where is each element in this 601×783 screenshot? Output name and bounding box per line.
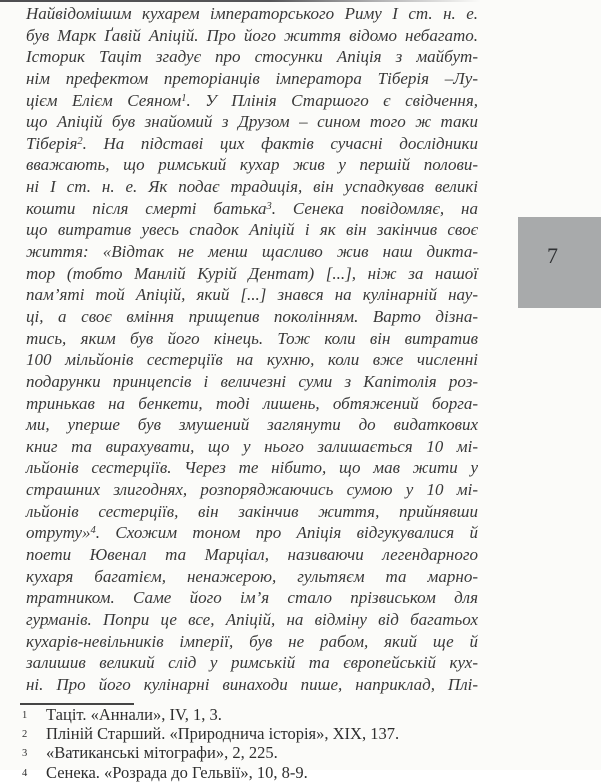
body-line: ми, уперше був змушений заглянути до видаткових — [26, 415, 478, 435]
body-line: 100 мільйонів сестерціїв на кухню, коли вже численні — [26, 350, 478, 370]
body-line: подарунки принцепсів і величезні суми з Капітолія роз- — [26, 371, 478, 391]
body-line: отруту»$^4$. Схожим тоном про Апіція відгукувалися й — [26, 523, 478, 543]
footnote-text: Таціт. «Аннали», IV, 1, 3. — [46, 705, 222, 724]
footnote-text: Пліній Старший. «Природнича історія», XIX, 137. — [46, 724, 400, 744]
footnote-reference: 2 — [77, 135, 83, 147]
body-line: ці, а своє вміння прищепив поколінням. Варто дізна- — [26, 306, 478, 326]
footnote — [20, 743, 582, 762]
footnote — [20, 705, 582, 724]
body-line: льйонів сестерціїв. Через те нібито, що мав жити у — [26, 458, 478, 478]
body-line: життя: «Відтак не менш щасливо жив наш дикта- — [26, 242, 478, 262]
body-line: тратником. Саме його ім’я стало прізвиськом для — [26, 588, 478, 608]
footnote-text: «Ватиканські мітографи», 2, 225. — [46, 743, 278, 763]
body-line: книг та вирахувати, що у нього залишається 10 мі- — [26, 436, 478, 456]
body-text — [26, 3, 478, 696]
page-number-tab — [518, 217, 601, 308]
body-line: страшних злигоднях, розпоряджаючись сумою у 10 мі- — [26, 480, 478, 500]
footnote-marker: 4 — [22, 767, 28, 779]
footnote — [20, 763, 582, 782]
footnote — [20, 724, 582, 743]
footnotes — [20, 705, 582, 782]
body-line: ні I ст. н. е. Як подає традиція, він успадкував великі — [26, 177, 478, 197]
footnote-marker: 3 — [22, 748, 28, 760]
body-line: що Апіцій був знайомий з Друзом – сином того ж таки — [26, 112, 478, 132]
footnote-reference: 3 — [266, 200, 272, 212]
body-line: тись, яким був його кінець. Тож коли він витратив — [26, 328, 478, 348]
page-top-edge-line — [0, 0, 601, 2]
body-line: поети Ювенал та Марціал, називаючи легендарного — [26, 545, 478, 565]
body-line: тор (тобто Манлій Курій Дентат) [...], ніж за нашої — [26, 263, 478, 283]
body-line: кошти після смерті батька$^3$. Сенека повідомляє, на — [26, 198, 478, 218]
body-line: Найвідомішим кухарем імператорського Риму I ст. н. е. — [26, 4, 478, 23]
body-line: вважають, що римський кухар жив у першій полови- — [26, 155, 478, 175]
body-line: пам’яті той Апіцій, який [...] знався на кулінарній нау- — [26, 285, 478, 305]
body-line: кухаря багатієм, ненажерою, гультяєм та марно- — [26, 566, 478, 586]
footnote-marker: 2 — [22, 729, 28, 741]
footnote-reference: 1 — [181, 92, 187, 104]
body-line: Історик Таціт згадує про стосунки Апіція з майбут- — [26, 47, 478, 67]
footnote-marker: 1 — [22, 710, 28, 721]
footnote-text: Сенека. «Розрада до Гельвії», 10, 8-9. — [46, 762, 308, 782]
body-line: нім префектом преторіанців імператора Тіберія –Лу- — [26, 68, 478, 88]
body-line: тринькав на бенкети, тоді лишень, обтяжений борга- — [26, 393, 478, 413]
body-line: ні. Про його кулінарні винаходи пише, наприклад, Плі- — [26, 674, 478, 694]
body-line: цієм Елієм Сеяном$^1$. У Плінія Старшого є свідчення, — [26, 90, 478, 110]
body-line: гурманів. Попри це все, Апіцій, на відміну від багатьох — [26, 609, 478, 629]
page-number: 7 — [547, 242, 558, 268]
body-line: кухарів-невільників імперії, був не рабом, який ще й — [26, 631, 478, 651]
body-line: льйонів сестерціїв, він закінчив життя, прийнявши — [26, 501, 478, 521]
footnote-reference: 4 — [90, 525, 96, 537]
body-line: був Марк Ґавій Апіцій. Про його життя відомо небагато. — [26, 25, 478, 45]
body-line: що витратив увесь спадок Апіцій і як він закінчив своє — [26, 220, 478, 240]
body-line: залишив великий слід у римській та європейській кух- — [26, 653, 478, 673]
body-line: Тіберія$^2$. На підставі цих фактів сучасні дослідники — [26, 133, 478, 153]
